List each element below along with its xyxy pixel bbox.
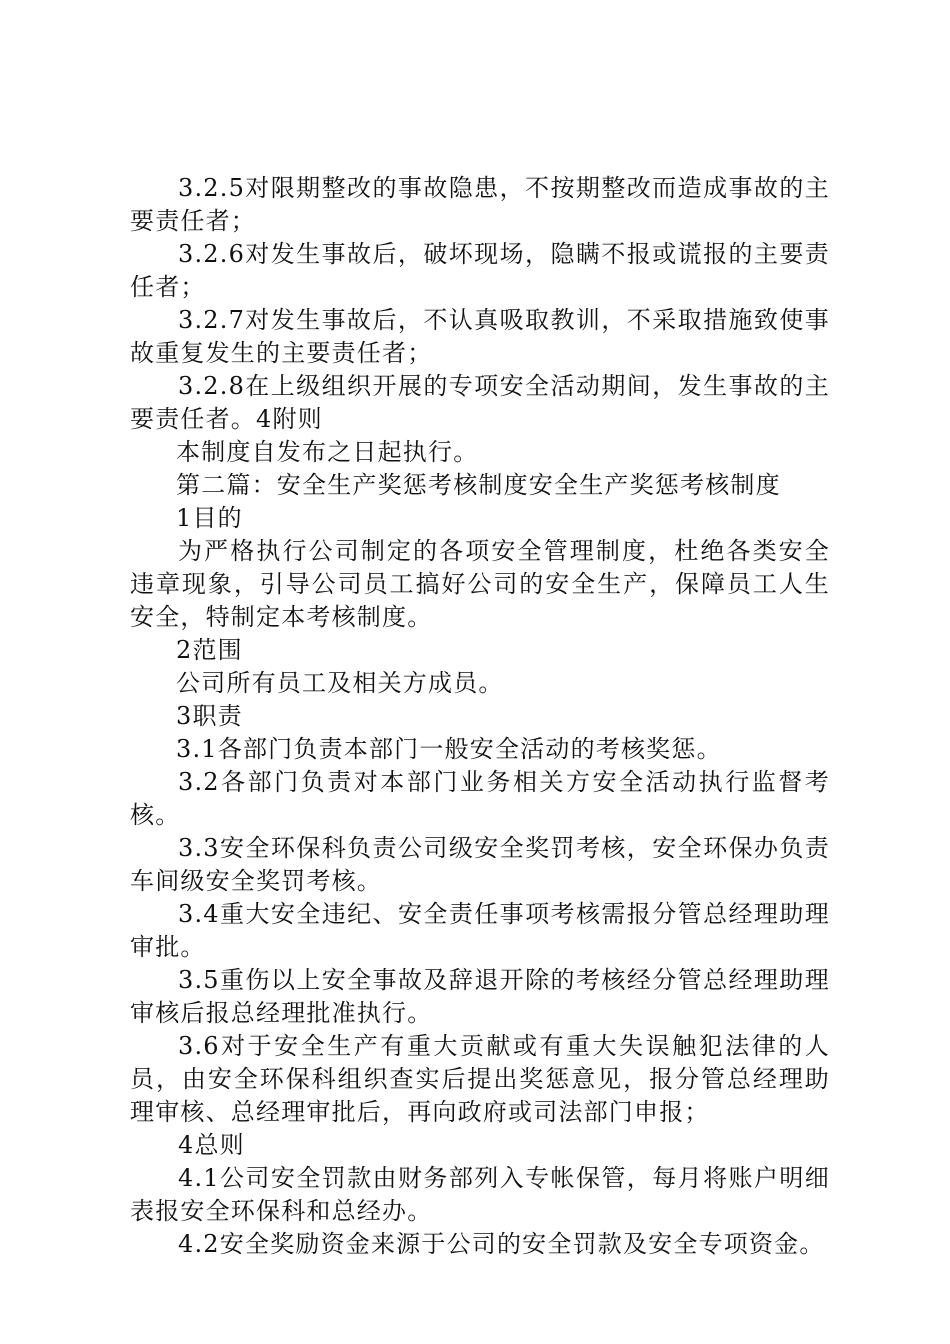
- paragraph-3-5: 3.5重伤以上安全事故及辞退开除的考核经分管总经理助理审核后报总经理批准执行。: [130, 966, 830, 1027]
- paragraph-3-2-6: 3.2.6对发生事故后，破坏现场，隐瞒不报或谎报的主要责任者；: [130, 240, 830, 301]
- heading-purpose: 1目的: [176, 504, 243, 532]
- paragraph-4-1: 4.1公司安全罚款由财务部列入专帐保管，每月将账户明细表报安全环保科和总经办。: [130, 1164, 830, 1225]
- heading-general-rules: 4总则: [178, 1131, 245, 1159]
- paragraph-effective-date: 本制度自发布之日起执行。: [176, 438, 479, 466]
- paragraph-scope: 公司所有员工及相关方成员。: [176, 669, 504, 697]
- heading-responsibilities: 3职责: [176, 702, 243, 730]
- paragraph-3-1: 3.1各部门负责本部门一般安全活动的考核奖惩。: [176, 735, 722, 763]
- paragraph-3-2-5: 3.2.5对限期整改的事故隐患，不按期整改而造成事故的主要责任者；: [130, 174, 830, 235]
- section-title-part-two: 第二篇：安全生产奖惩考核制度安全生产奖惩考核制度: [176, 471, 781, 499]
- paragraph-3-2-8: 3.2.8在上级组织开展的专项安全活动期间，发生事故的主要责任者。4附则: [130, 372, 830, 433]
- paragraph-3-4: 3.4重大安全违纪、安全责任事项考核需报分管总经理助理审批。: [130, 900, 830, 961]
- paragraph-3-2-7: 3.2.7对发生事故后，不认真吸取教训，不采取措施致使事故重复发生的主要责任者；: [130, 306, 830, 367]
- paragraph-3-6: 3.6对于安全生产有重大贡献或有重大失误触犯法律的人员，由安全环保科组织查实后提出奖惩意见，报分管总经理助理审核、总经理审批后，再向政府或司法部门申报；: [130, 1032, 830, 1126]
- paragraph-4-2: 4.2安全奖励资金来源于公司的安全罚款及安全专项资金。: [178, 1230, 825, 1258]
- document-body: [130, 172, 830, 1261]
- paragraph-3-3: 3.3安全环保科负责公司级安全奖罚考核，安全环保办负责车间级安全奖罚考核。: [130, 834, 830, 895]
- paragraph-purpose: 为严格执行公司制定的各项安全管理制度，杜绝各类安全违章现象，引导公司员工搞好公司的安全生产，保障员工人生安全，特制定本考核制度。: [130, 537, 830, 631]
- heading-scope: 2范围: [176, 636, 243, 664]
- paragraph-3-2: 3.2各部门负责对本部门业务相关方安全活动执行监督考核。: [130, 768, 830, 829]
